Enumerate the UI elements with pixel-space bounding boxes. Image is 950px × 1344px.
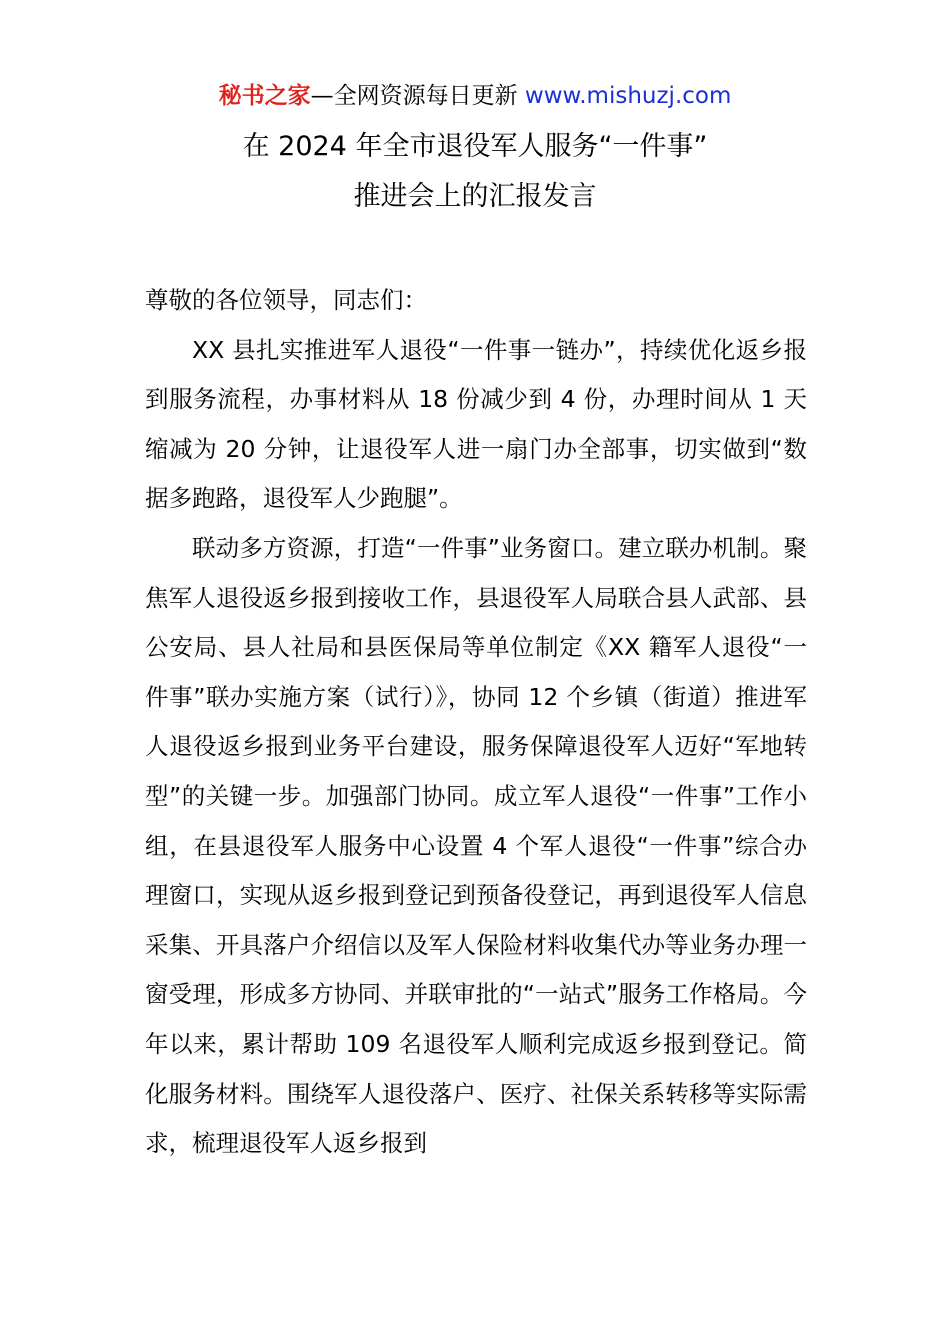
document-title-line-1: 在 2024 年全市退役军人服务“一件事” bbox=[242, 131, 708, 162]
document-title-line-2: 推进会上的汇报发言 bbox=[353, 181, 597, 212]
document-body bbox=[145, 276, 807, 1169]
site-header bbox=[0, 80, 950, 112]
site-brand: 秘书之家 bbox=[218, 83, 311, 109]
body-paragraph: 联动多方资源，打造“一件事”业务窗口。建立联办机制。聚焦军人退役返乡报到接收工作，县退役军人局联合县人武部、县公安局、县人社局和县医保局等单位制定《XX 籍军人退役“一件事”联办实施方案（试行）》，协同 12 个乡镇（街道）推进军人退役返乡报到业务平台建设，服务保障退役军人迈好“军地转型”的关键一步。加强部门协同。成立军人退役“一件事”工作小组，在县退役军人服务中心设置 4 个军人退役“一件事”综合办理窗口，实现从返乡报到登记到预备役登记，再到退役军人信息采集、开具落户介绍信以及军人保险材料收集代办等业务办理一窗受理，形成多方协同、并联审批的“一站式”服务工作格局。今年以来，累计帮助 109 名退役军人顺利完成返乡报到登记。简化服务材料。围绕军人退役落户、医疗、社保关系转移等实际需求，梳理退役军人返乡报到 bbox=[145, 533, 807, 1158]
salutation: 尊敬的各位领导，同志们： bbox=[145, 286, 427, 314]
body-paragraph: XX 县扎实推进军人退役“一件事一链办”，持续优化返乡报到服务流程，办事材料从 18 份减少到 4 份，办理时间从 1 天缩减为 20 分钟，让退役军人进一扇门办全部事，切实做到“数据多跑路，退役军人少跑腿”。 bbox=[145, 335, 807, 513]
site-url-link[interactable]: www.mishuzj.com bbox=[524, 83, 732, 109]
site-tagline: —全网资源每日更新 bbox=[310, 83, 525, 109]
